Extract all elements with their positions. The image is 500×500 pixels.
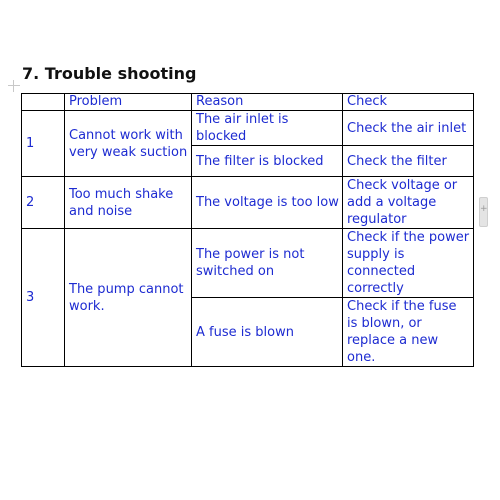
header-problem: Problem (65, 94, 192, 111)
problem-cell: Cannot work with very weak suction (65, 111, 192, 177)
check-cell: Check the filter (343, 146, 474, 177)
reason-cell: The voltage is too low (192, 177, 343, 229)
row-number: 3 (22, 229, 65, 367)
table-move-handle-icon[interactable] (8, 80, 20, 92)
table-header-row (22, 94, 474, 111)
problem-cell: The pump cannot work. (65, 229, 192, 367)
reason-cell: The filter is blocked (192, 146, 343, 177)
table-row (22, 229, 474, 298)
troubleshooting-table (21, 93, 474, 367)
check-cell: Check if the power supply is connected correctly (343, 229, 474, 298)
problem-cell: Too much shake and noise (65, 177, 192, 229)
header-check: Check (343, 94, 474, 111)
reason-cell: The power is not switched on (192, 229, 343, 298)
table-row (22, 177, 474, 229)
table-row (22, 111, 474, 146)
reason-cell: A fuse is blown (192, 298, 343, 367)
row-number: 1 (22, 111, 65, 177)
row-number: 2 (22, 177, 65, 229)
header-reason: Reason (192, 94, 343, 111)
check-cell: Check the air inlet (343, 111, 474, 146)
check-cell: Check voltage or add a voltage regulator (343, 177, 474, 229)
section-heading: 7. Trouble shooting (22, 64, 197, 83)
check-cell: Check if the fuse is blown, or replace a new one. (343, 298, 474, 367)
header-number (22, 94, 65, 111)
reason-cell: The air inlet is blocked (192, 111, 343, 146)
table-resize-handle-icon[interactable] (479, 197, 488, 227)
